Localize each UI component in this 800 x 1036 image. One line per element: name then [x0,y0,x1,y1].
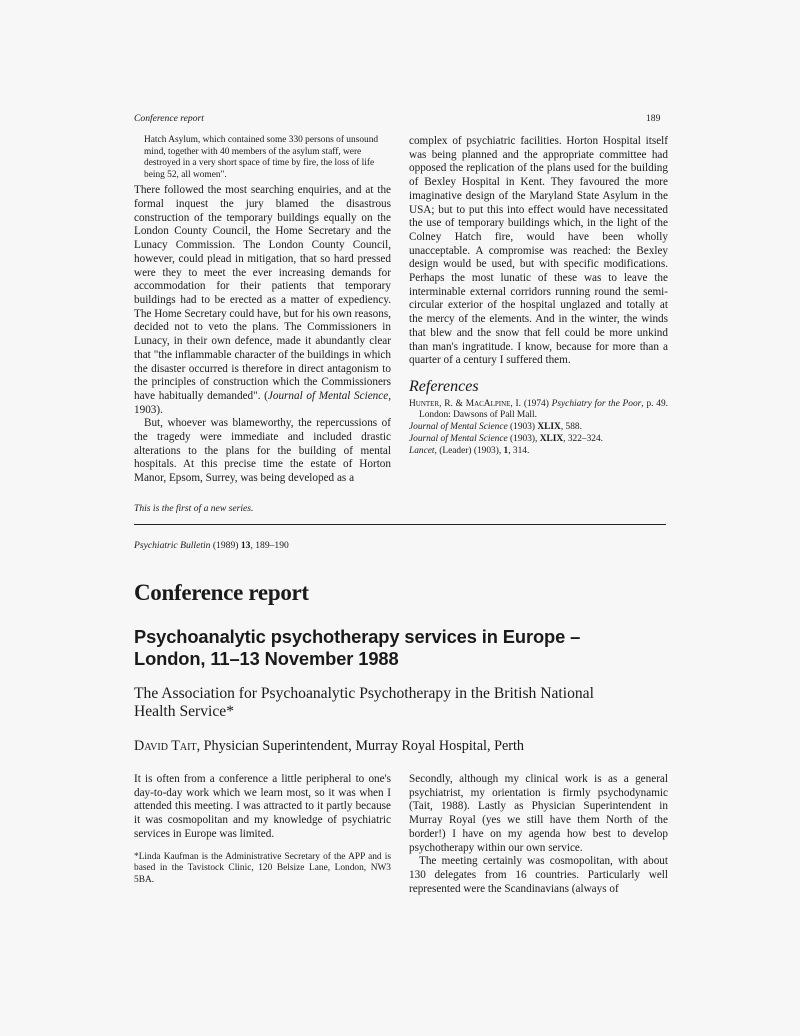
block-quote: Hatch Asylum, which contained some 330 persons of unsound mind, together with 40 members of the asylum staff, were destroyed in a very short space of time by fire, the loss of life being 52, all women". [144,135,379,180]
section-title: Conference report [134,580,309,605]
reference-item: Journal of Mental Science (1903) XLIX, 588. [409,422,582,433]
author-name: David Tait [134,738,197,754]
bottom-right-column [409,773,668,896]
reference-item: Lancet, (Leader) (1903), 1, 314. [409,445,530,456]
references-heading: References [409,377,479,395]
top-right-column [409,135,668,458]
paragraph: It is often from a conference a little peripheral to one's day-to-day work which we learn most, so it was when I attended this meeting. I was attracted to it partly because it was cosmopolitan and my knowledge of psychiatric services in Europe was limited. [134,773,391,840]
reference-item: Hunter, R. & MacAlpine, I. (1974) Psychiatry for the Poor, p. 49. London: Dawsons of Pall Mall. [409,398,668,421]
author-line: David Tait, Physician Superintendent, Murray Royal Hospital, Perth [134,738,525,754]
paragraph: There followed the most searching enquiries, and at the formal inquest the jury blamed the disastrous construction of the temporary buildings equally on the London County Council, the Home Secretary and the Lunacy Commission. The London County Council, however, could plead in mitigation, that so hard pressed were they to meet the ever increasing demands for accommodation for their patients that temporary buildings had to be erected as a matter of expediency. The Home Secretary could have, but for his own reasons, decided not to veto the plans. The Commissioners in Lunacy, in their own defence, made it abundantly clear that "the inflammable character of the buildings in which the disaster occurred is therefore in direct antagonism to the principles of construction which the Commissioners have habitually demanded". (Journal of Mental Science, 1903). [134,184,391,416]
running-header-label: Conference report [134,113,204,124]
paragraph: But, whoever was blameworthy, the repercussions of the tragedy were immediate and included drastic alterations to the plans for the building of mental hospitals. At this precise time the estate of Horton Manor, Epsom, Surrey, was being developed as a [134,417,391,485]
paragraph: complex of psychiatric facilities. Horton Hospital itself was being planned and the appropriate committee had opposed the replication of the plans used for the building of Bexley Hospital in Kent. They favoured the more imaginative design of the Maryland State Asylum in the USA; but to put this into effect would have necessitated the use of temporary buildings which, in the light of the Colney Hatch fire, would have been wholly unacceptable. A compromise was reached: the Bexley design would be used, but with specific modifications. Perhaps the most lunatic of these was to leave the interminable external corridors running round the semi-circular exterior of the hospital unglazed and totally at the mercy of the elements. And in the winter, the winds that blew and the snow that fell could be more unkind than man's ingratitude. I know, because for more than a quarter of a century I suffered them. [409,135,668,367]
journal-citation: Psychiatric Bulletin (1989) 13, 189–190 [134,540,289,551]
reference-list [409,399,668,458]
reference-item: Journal of Mental Science (1903), XLIX, 322–324. [409,434,603,445]
article-title: Psychoanalytic psychotherapy services in Europe – London, 11–13 November 1988 [134,626,581,669]
paragraph: The meeting certainly was cosmopolitan, with about 130 delegates from 16 countries. Particularly well represented were the Scandinavians (always of [409,855,668,895]
top-left-column [134,135,391,486]
series-note: This is the first of a new series. [134,503,254,514]
bottom-left-column [134,773,391,886]
footnote: *Linda Kaufman is the Administrative Secretary of the APP and is based in the Tavistock Clinic, 120 Belsize Lane, London, NW3 5BA. [134,851,391,885]
paragraph: Secondly, although my clinical work is as a general psychiatrist, my orientation is firmly psychodynamic (Tait, 1988). Lastly as Physician Superintendent in Murray Royal (yes we still have them North of the border!) I have on my agenda how best to develop psychotherapy within our own service. [409,773,668,854]
article-subtitle: The Association for Psychoanalytic Psychotherapy in the British National Health Service* [134,685,594,720]
section-divider [134,524,666,525]
page-number: 189 [646,113,661,124]
